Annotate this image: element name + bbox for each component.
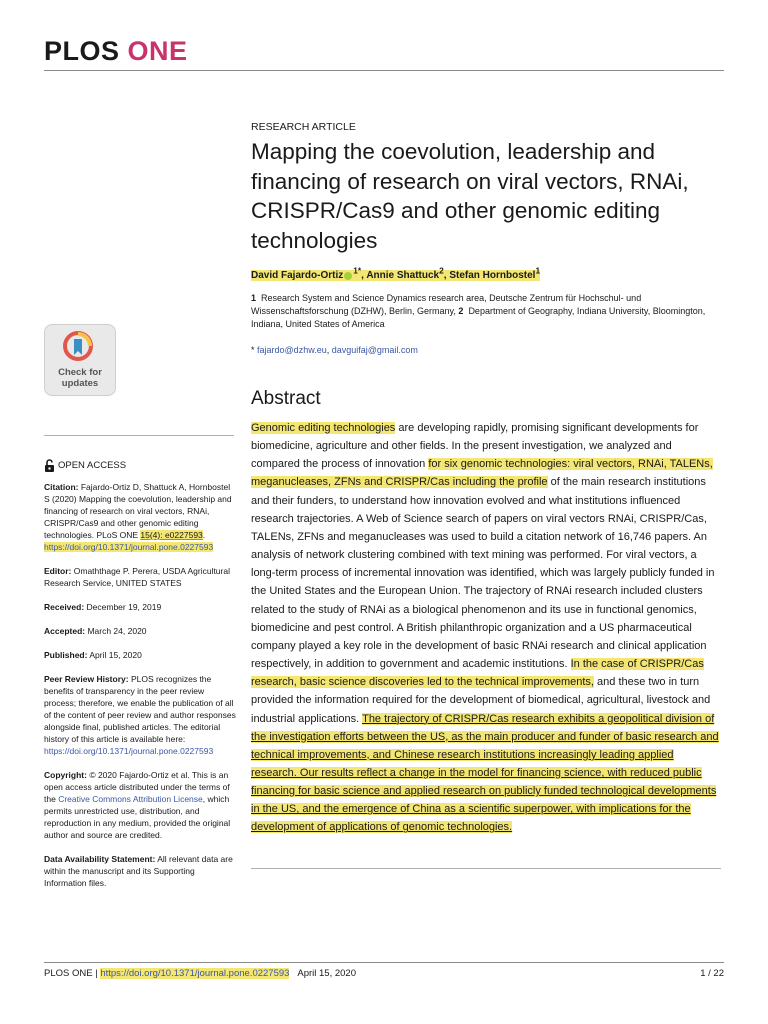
- data-availability-block: Data Availability Statement: All relevant data are within the manuscript and its Supporting Information files.: [44, 854, 233, 888]
- footer-date: April 15, 2020: [297, 968, 356, 979]
- footer-divider: [44, 962, 724, 963]
- header-divider: [44, 70, 724, 71]
- email-link-2[interactable]: davguifaj@gmail.com: [331, 345, 418, 355]
- author-2[interactable]: Annie Shattuck$^2$: [366, 266, 444, 282]
- citation-volume: 15(4): e0227593: [140, 530, 203, 540]
- journal-logo[interactable]: [44, 36, 188, 67]
- author-1[interactable]: David Fajardo-Ortiz $^{1*}$: [251, 266, 362, 282]
- logo-plos: PLOS: [44, 36, 120, 66]
- check-for-updates-label: Check for updates: [58, 367, 102, 389]
- peer-review-block: Peer Review History: PLOS recognizes the benefits of transparency in the peer review process; therefore, we enable the publication of all of the content of peer review and author responses alongside final, published articles. The editorial history of this article is available here: https://doi.org/10.1371/journal.pone.0227593: [44, 674, 236, 756]
- abstract-divider: [251, 868, 721, 869]
- correspondence-emails: * fajardo@dzhw.eu, davguifaj@gmail.com: [251, 345, 418, 355]
- footer-doi-link[interactable]: https://doi.org/10.1371/journal.pone.0227593: [100, 968, 290, 979]
- logo-one: ONE: [127, 36, 188, 66]
- affiliations: 1 Research System and Science Dynamics research area, Deutsche Zentrum für Hochschul- und Wissenschaftsforschung (DZHW), Berlin, Germany, 2 Department of Geography, Indiana University, Bloomington, Indiana, United States of America: [251, 293, 706, 329]
- email-link-1[interactable]: fajardo@dzhw.eu: [257, 345, 327, 355]
- received-date: Received: December 19, 2019: [44, 602, 162, 612]
- footer-citation: PLOS ONE | https://doi.org/10.1371/journal.pone.0227593 April 15, 2020: [44, 968, 356, 979]
- crossmark-icon: [63, 331, 93, 361]
- citation-doi-link[interactable]: https://doi.org/10.1371/journal.pone.0227593: [44, 542, 214, 552]
- open-access-badge: [44, 459, 126, 472]
- article-type: RESEARCH ARTICLE: [251, 121, 356, 133]
- license-link[interactable]: Creative Commons Attribution License: [58, 794, 203, 804]
- editor-block: Editor: Omaththage P. Perera, USDA Agricultural Research Service, UNITED STATES: [44, 566, 230, 588]
- article-metadata-sidebar: [44, 481, 236, 901]
- author-3[interactable]: Stefan Hornbostel$^1$: [449, 266, 541, 282]
- page-number: 1 / 22: [700, 968, 724, 979]
- published-date: Published: April 15, 2020: [44, 650, 142, 660]
- copyright-block: Copyright: © 2020 Fajardo-Ortiz et al. This is an open access article distributed under the terms of the Creative Commons Attribution License, which permits unrestricted use, distribution, and reproduction in any medium, provided the original author and source are credited.: [44, 770, 231, 840]
- orcid-icon[interactable]: [344, 272, 352, 280]
- open-lock-icon: [44, 459, 55, 472]
- sidebar-divider: [44, 435, 234, 436]
- accepted-date: Accepted: March 24, 2020: [44, 626, 147, 636]
- peer-review-link[interactable]: https://doi.org/10.1371/journal.pone.0227593: [44, 746, 214, 756]
- article-title: Mapping the coevolution, leadership and financing of research on viral vectors, RNAi, CRISPR/Cas9 and other genomic editing technologies: [251, 139, 689, 253]
- abstract-text: Genomic editing technologies are developing rapidly, promising significant developments for biomedicine, agriculture and other fields. In the present investigation, we analyzed and compared the process of innovation for six genomic technologies: viral vectors, RNAi, TALENs, meganucleases, ZFNs and CRISPR/Cas including the profile of the main research institutions and their funders, to understand how innovation evolved and what institutions influenced research trajectories. A Web of Science search of papers on viral vectors RNAi, CRISPR/Cas, TALENs, ZFNs and meganucleases was used to build a citation network of 16,746 papers. An analysis of network clustering combined with text mining was performed. For viral vectors, a long-term process of incremental innovation was identified, which was largely publicly funded in the United States and the European Union. The trajectory of RNAi research included clusters related to the study of RNAi as a biological phenomenon and its use in functional genomics, biomedicine and pest control. A British philanthropic organization and a US pharmaceutical company played a key role in the development of basic RNAi research and clinical application respectively, in addition to government and academic institutions. In the case of CRISPR/Cas research, basic science discoveries led to the technical improvements, and these two in turn provided the information required for the development of biomedical, agricultural, livestock and industrial applications. The trajectory of CRISPR/Cas research exhibits a geopolitical division of the investigation efforts between the US, as the main producer and funder of basic research and technical improvements, and Chinese research institutions increasingly leading applied research. Our results reflect a change in the model for financing science, with reduced public financing for basic science and applied research on publicly funded technological developments in the US, and the emergence of China as a scientific superpower, with implications for the development of applications of genomic technologies.: [251, 422, 719, 834]
- author-list: David Fajardo-Ortiz $^{1*}$, Annie Shattuck$^2$, Stefan Hornbostel$^1$: [251, 266, 541, 282]
- abstract-heading: Abstract: [251, 388, 321, 409]
- check-for-updates-badge[interactable]: [44, 324, 116, 396]
- open-access-label: OPEN ACCESS: [58, 460, 127, 471]
- citation-block: Citation: Fajardo-Ortiz D, Shattuck A, Hornbostel S (2020) Mapping the coevolution, leadership and financing of research on viral vectors, RNAi, CRISPR/Cas9 and other genomic editing technologies. PLoS ONE 15(4): e0227593. https://doi.org/10.1371/journal.pone.0227593: [44, 482, 232, 552]
